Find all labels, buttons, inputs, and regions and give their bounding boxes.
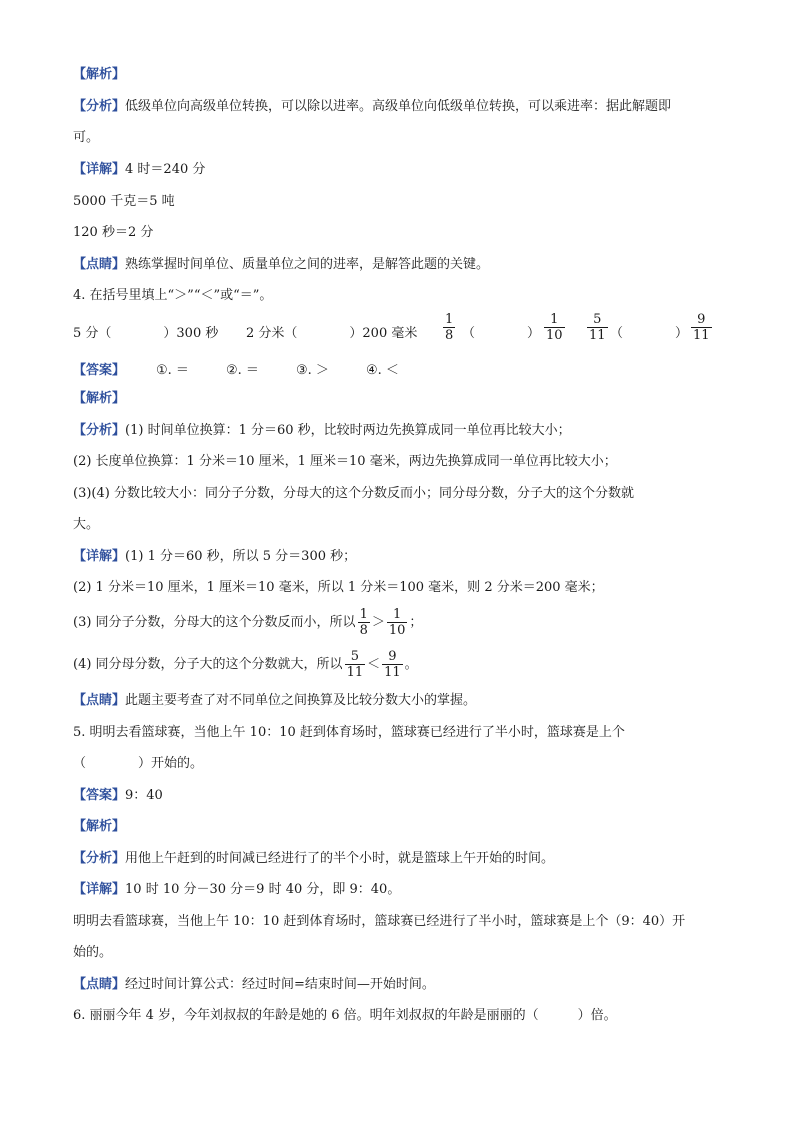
q5-dianjing-line xyxy=(73,976,435,994)
dianjing-label-1: 【点睛】 xyxy=(73,257,126,272)
q4-fenxi-line-1 xyxy=(73,422,571,440)
q4-answer-4: ④. ＜ xyxy=(366,363,399,378)
frac-num: 5 xyxy=(350,649,359,664)
q5-answer-label: 【答案】 xyxy=(73,788,126,803)
fenxi-line-1b: 可。 xyxy=(73,130,100,145)
q5-fenxi-line xyxy=(73,850,554,868)
frac-num: 1 xyxy=(550,312,559,327)
frac-num: 9 xyxy=(388,649,397,664)
q5-xiangjie-line-3: 始的。 xyxy=(73,945,113,960)
xiangjie-line-1b: 5000 千克＝5 吨 xyxy=(73,194,175,209)
frac-num: 1 xyxy=(359,607,368,622)
q5-xiangjie-line-1 xyxy=(73,881,400,899)
fenxi-text-5: 用他上午赶到的时间减已经进行了的半个小时，就是篮球上午开始的时间。 xyxy=(125,851,555,866)
q4-answer-1: ①. ＝ xyxy=(156,363,189,378)
q6-question: 6. 丽丽今年 4 岁，今年刘叔叔的年龄是她的 6 倍。明年刘叔叔的年龄是丽丽的（ ）倍。 xyxy=(73,1008,617,1023)
dianjing-text-4: 此题主要考查了对不同单位之间换算及比较分数大小的掌握。 xyxy=(125,693,477,708)
xiangjie-label-1: 【详解】 xyxy=(73,162,126,177)
dianjing-text-1: 熟练掌握时间单位、质量单位之间的进率，是解答此题的关键。 xyxy=(125,257,490,272)
q4-answer-label: 【答案】 xyxy=(73,363,126,378)
q4-fraction-1-8 xyxy=(441,312,457,343)
period: 。 xyxy=(404,657,418,672)
dianjing-text-5: 经过时间计算公式：经过时间=结束时间—开始时间。 xyxy=(125,977,435,992)
xiangjie-text-5a: 10 时 10 分－30 分＝9 时 40 分，即 9：40。 xyxy=(125,882,401,897)
xiangjie-text-1: 4 时＝240 分 xyxy=(125,162,206,177)
dianjing-label-5: 【点睛】 xyxy=(73,977,126,992)
xiangjie-line-1 xyxy=(73,161,205,179)
semicolon: ； xyxy=(409,615,423,630)
q4-xiangjie-line-2: (2) 1 分米＝10 厘米，1 厘米＝10 毫米，所以 1 分米＝100 毫米，则 2 分米＝200 毫米； xyxy=(73,580,604,595)
q4-answer-3: ③. ＞ xyxy=(296,363,329,378)
frac-den: 11 xyxy=(384,665,401,680)
xiangjie-line-1c: 120 秒＝2 分 xyxy=(73,225,154,240)
q4-fraction-5-11 xyxy=(585,312,610,343)
q4-dianjing-line xyxy=(73,692,476,710)
q4-xiangjie-line-4 xyxy=(73,648,418,682)
frac-den: 11 xyxy=(346,665,364,680)
xiangjie-text-4a: (1) 1 分＝60 秒，所以 5 分＝300 秒； xyxy=(125,549,357,564)
q4-fenxi-line-4: 大。 xyxy=(73,517,100,532)
q4-fenxi-line-2: (2) 长度单位换算：1 分米＝10 厘米，1 厘米＝10 毫米，两边先换算成同一单位再比较大小； xyxy=(73,454,617,469)
q4-fraction-9-11 xyxy=(689,312,714,343)
xiangjie-text-4c: (3) 同分子分数，分母大的这个分数反而小，所以 xyxy=(73,615,356,630)
greater-sign: ＞ xyxy=(371,615,385,630)
fenxi-label-1: 【分析】 xyxy=(73,99,126,114)
frac-num: 9 xyxy=(697,312,706,327)
frac-den: 11 xyxy=(589,328,606,343)
q4-paren-1: （ ） xyxy=(462,326,541,341)
frac-den: 8 xyxy=(445,328,454,343)
q4-xiangjie-line-3 xyxy=(73,606,422,640)
q4-answer-2: ②. ＝ xyxy=(226,363,259,378)
fenxi-label-5: 【分析】 xyxy=(73,851,126,866)
q4-paren-2: （ ） xyxy=(610,326,689,341)
jiexi-label-1: 【解析】 xyxy=(73,67,126,82)
fenxi-text-4a: (1) 时间单位换算：1 分＝60 秒，比较时两边先换算成同一单位再比较大小； xyxy=(125,423,571,438)
q4-xiangjie-line-1 xyxy=(73,548,356,566)
q4-fenxi-line-3: (3)(4) 分数比较大小：同分子分数，分母大的这个分数反而小；同分母分数，分子大的这个分数就 xyxy=(73,486,634,501)
fenxi-line-1 xyxy=(73,98,671,116)
frac-den: 11 xyxy=(693,328,710,343)
q5-xiangjie-line-2: 明明去看篮球赛，当他上午 10：10 赶到体育场时，篮球赛已经进行了半小时，篮球赛是上个（9：40）开 xyxy=(73,914,686,929)
q5-answer: 9：40 xyxy=(125,788,163,803)
dianjing-line-1 xyxy=(73,256,489,274)
q5-answer-line xyxy=(73,787,163,805)
fenxi-text-1: 低级单位向高级单位转换，可以除以进率。高级单位向低级单位转换，可以乘进率：据此解题即 xyxy=(125,99,672,114)
less-sign: ＜ xyxy=(367,657,381,672)
q4-item-1: 5 分（ ）300 秒 xyxy=(73,326,219,341)
q4-fraction-1-10 xyxy=(542,312,567,343)
frac-den: 10 xyxy=(546,328,563,343)
frac-den: 8 xyxy=(359,623,368,638)
q4-question: 4. 在括号里填上“＞”“＜”或“＝”。 xyxy=(73,288,273,303)
jiexi-label-5: 【解析】 xyxy=(73,819,126,834)
frac-num: 1 xyxy=(445,312,454,327)
frac-num: 5 xyxy=(593,312,602,327)
q5-question-line-2: （ ）开始的。 xyxy=(73,756,204,771)
fenxi-label-4: 【分析】 xyxy=(73,423,126,438)
q5-question-line-1: 5. 明明去看篮球赛，当他上午 10：10 赶到体育场时，篮球赛已经进行了半小时，篮球赛是上个 xyxy=(73,725,625,740)
xiangjie-text-4d: (4) 同分母分数，分子大的这个分数就大，所以 xyxy=(73,657,343,672)
xiangjie-label-4: 【详解】 xyxy=(73,549,126,564)
q4-item-2: 2 分米（ ）200 毫米 xyxy=(246,326,418,341)
xiangjie-label-5: 【详解】 xyxy=(73,882,126,897)
frac-den: 10 xyxy=(388,623,406,638)
jiexi-label-4: 【解析】 xyxy=(73,391,126,406)
frac-num: 1 xyxy=(392,607,402,622)
dianjing-label-4: 【点睛】 xyxy=(73,693,126,708)
